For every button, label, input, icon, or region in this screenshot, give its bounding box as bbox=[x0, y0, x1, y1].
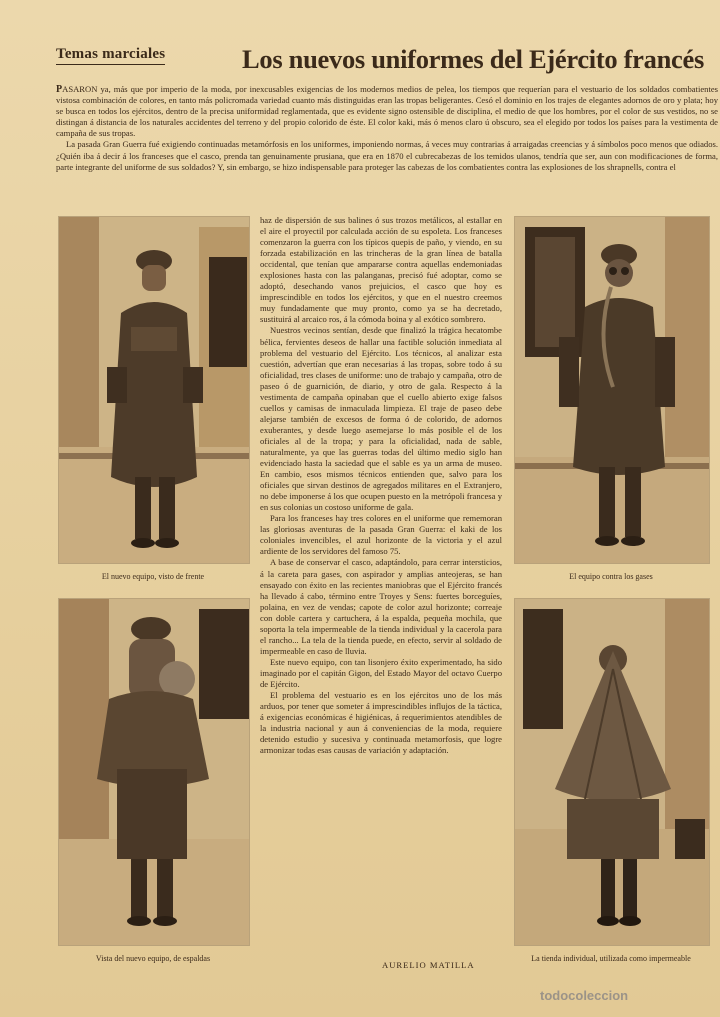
intro-paragraph-2: La pasada Gran Guerra fué exigiendo continuadas metamórfosis en los uniformes, imponiendo normas, á veces muy contrarias á arraigadas creencias y á símbolos poco menos que odiados. ¿Quién iba á decir á los franceses que el casco, prenda tan genuinamente prusiana, que era en 1870 el cubrecabezas de los temidos ulanos, tendría que ser, aun con modificaciones de forma, parte integrante del uniforme de sus soldados? Y, sin embargo, se hizo indispensable para proteger las cabezas de los combatientes contra las explosiones de los shrapnells, contra el bbox=[56, 139, 718, 172]
watermark: todocoleccion bbox=[540, 988, 629, 1003]
column-paragraph-6: El problema del vestuario es en los ejércitos uno de los más arduos, por tener que someter á imprescindibles influjos de la táctica, á exigencias económicas é higiénicas, á requerimientos atendibles de la industria nacional y aun á conveniencias de la moda, requiere detenido estudio y sucesiva y continuada metamorfosis, que logre armonizar todas esas causas de variación y adaptación. bbox=[260, 690, 502, 756]
photo-front-view bbox=[58, 216, 250, 564]
soldier-front-illustration bbox=[59, 217, 249, 563]
section-label: Temas marciales bbox=[56, 46, 165, 65]
column-paragraph-3: Para los franceses hay tres colores en el uniforme que rememoran las gloriosas aventuras de la pasada Gran Guerra: el kaki de los coloniales invencibles, el azul horizonte de la victoria y el azul ardiente de los servidores del famoso 75. bbox=[260, 513, 502, 557]
photo-tent-raincoat bbox=[514, 598, 710, 946]
soldier-back-illustration bbox=[59, 599, 249, 945]
column-paragraph-2: Nuestros vecinos sentían, desde que finalizó la trágica hecatombe bélica, fervientes deseos de hallar una factible solución inmediata al problema del vestuario del Ejército. Los técnicos, al analizar esta cuestión, advertían que eran necesarias á las tropas, sobre todo á su oficialidad, tres clases de uniforme: uno de trabajo y campaña, otro de paseo ó de guarnición, de diario, y otro de gala. Respecto á la vestimenta de campaña opinaban que el cuello abierto exige falsos cuellos y camisas de inmaculada limpieza. El traje de paseo debe alejarse también de excesos de forma ó de colorido, de adornos exuberantes, y desde luego asemejarse lo más posible el de los oficiales al de la tropa; y para la oficialidad, nada de sable, naturalmente, ya que las guerras todas del último medio siglo han evidenciado hasta la saciedad que el sable es ya un arma de museo. En cambio, esos mismos técnicos entienden que, salvo para los oficiales que sirvan destinos de agregados militares en el Extranjero, no debe imponerse á los que ocupen puesto en la metrópoli francesa y en sus colonias un costoso uniforme de gala. bbox=[260, 325, 502, 513]
soldier-tent-illustration bbox=[515, 599, 709, 945]
intro-text bbox=[56, 84, 718, 173]
column-paragraph-5: Este nuevo equipo, con tan lisonjero éxito experimentado, ha sido imaginado por el capitán Gigon, del Estado Mayor del octavo Cuerpo de Ejército. bbox=[260, 656, 502, 689]
intro-paragraph-1 bbox=[56, 84, 718, 139]
caption-back: Vista del nuevo equipo, de espaldas bbox=[95, 954, 211, 963]
soldier-gas-mask-illustration bbox=[515, 217, 709, 563]
caption-front: El nuevo equipo, visto de frente bbox=[101, 572, 205, 581]
photo-back-view bbox=[58, 598, 250, 946]
photo-gas-equipment bbox=[514, 216, 710, 564]
author-signature: AURELIO MATILLA bbox=[382, 960, 475, 970]
drop-cap: P bbox=[56, 84, 63, 95]
article-title: Los nuevos uniformes del Ejército francés bbox=[242, 44, 704, 74]
intro-paragraph-1-text: ASARON ya, más que por imperio de la moda, por inexcusables exigencias de los modernos medios de pelea, los tiempos que requerían para el vestuario de los soldados combatientes vistosa combinación de colores, en tanto más policromada variedad cuanto más distinguidas eran las tropas beligerantes. Cesó el dominio en los trajes de elegantes adornos de oro y plata; hoy se busca en todos los ejércitos, dentro de la precisa uniformidad reglamentada, que es evidente signo ostensible de disciplina, el medio de que los hombres, por el color de sus vestidos, no se distingan á distancia de los naturales accidentes del terreno y del propio colorido de éste. El color kaki, más ó menos claro ú obscuro, sea el elegido por todos los países para la vestimenta de campaña de sus tropas. bbox=[56, 84, 718, 139]
caption-gas: El equipo contra los gases bbox=[569, 572, 653, 581]
column-paragraph-4: A base de conservar el casco, adaptándolo, para cerrar intersticios, á la careta para gases, con aspirador y amplias anteojeras, se han ensayado con éxito en las recientes maniobras que el Ejército francés ha llevado á cabo, término entre Troyes y Sens: fuertes borceguíes, polaina, en vez de vendas; capote de color azul horizonte; correaje con doble cartera y cartuchera, á la espalda, pequeña mochila, que soporta la tela impermeable de la tienda individual y la cacerola para el rancho... La tela de la tienda puede, en efecto, servir al soldado de impermeable en caso de lluvia. bbox=[260, 557, 502, 656]
column-paragraph-1: haz de dispersión de sus balines ó sus trozos metálicos, al estallar en el aire el proyectil por calculada acción de su espoleta. Los franceses comenzaron la guerra con los típicos quepis de paño, y viendo, en su forzada estabilización en las trincheras de la gran línea de batalla occidental, que tenían que ampararse contra aquellas endemoniadas explosiones hasta con las palanganas, precisó fué adoptar, como se adoptó, desechando vanos prejuicios, el casco que hoy es imprescindible en todos los ejércitos, y que en el nuestro creemos muy fundadamente que muy pronto, como ya se ha decretado, sustituirá al arcaico ros, á la cómoda boina y al exótico sombrero. bbox=[260, 215, 502, 325]
caption-tent: La tienda individual, utilizada como impermeable bbox=[531, 954, 691, 963]
article-column bbox=[260, 215, 502, 960]
